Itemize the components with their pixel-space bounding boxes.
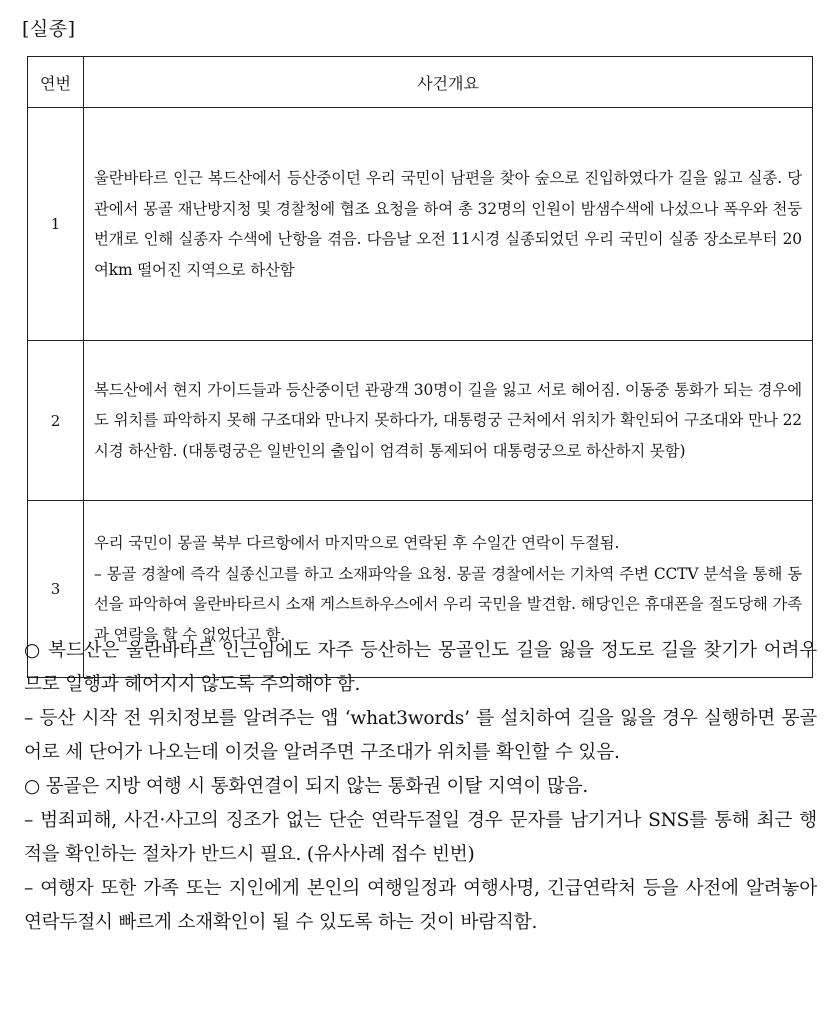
table-row (28, 108, 813, 341)
row-summary (84, 341, 813, 501)
table-header-row (28, 57, 813, 108)
incident-table (27, 56, 813, 678)
row-number: 3 (28, 501, 84, 678)
note-bullet: ○ 복드산은 울란바타르 인근임에도 자주 등산하는 몽골인도 길을 잃을 정도로 길을 찾기가 어려우므로 일행과 헤어지지 않도록 주의해야 함. (24, 640, 817, 695)
note-subitem: – 여행자 또한 가족 또는 지인에게 본인의 여행일정과 여행사명, 긴급연락처 등을 사전에 알려놓아 연락두절시 빠르게 소재확인이 될 수 있도록 하는 것이 바람직함. (24, 878, 817, 933)
row-number: 1 (28, 108, 84, 341)
section-title: [실종] (22, 18, 76, 40)
advisory-notes (24, 634, 817, 940)
summary-text: 우리 국민이 몽골 북부 다르항에서 마지막으로 연락된 후 수일간 연락이 두절됨. (94, 534, 620, 552)
column-header-summary: 사건개요 (84, 57, 813, 108)
table-row (28, 341, 813, 501)
note-bullet: ○ 몽골은 지방 여행 시 통화연결이 되지 않는 통화권 이탈 지역이 많음. (24, 776, 589, 797)
note-subitem: – 범죄피해, 사건·사고의 징조가 없는 단순 연락두절일 경우 문자를 남기거나 SNS를 통해 최근 행적을 확인하는 절차가 반드시 필요. (유사사례 접수 빈번) (24, 810, 817, 865)
row-summary (84, 108, 813, 341)
summary-text: 울란바타르 인근 복드산에서 등산중이던 우리 국민이 남편을 찾아 숲으로 진입하였다가 길을 잃고 실종. 당관에서 몽골 재난방지청 및 경찰청에 협조 요청을 하여 총 32명의 인원이 밤샘수색에 나섰으나 폭우와 천둥번개로 인해 실종자 수색에 난항을 겪음. 다음날 오전 11시경 실종되었던 우리 국민이 실종 장소로부터 20여km 떨어진 지역으로 하산함 (94, 169, 802, 279)
note-subitem: – 등산 시작 전 위치정보를 알려주는 앱 ‘what3words’ 를 설치하여 길을 잃을 경우 실행하면 몽골어로 세 단어가 나오는데 이것을 알려주면 구조대가 위치를 확인할 수 있음. (24, 708, 817, 763)
row-number: 2 (28, 341, 84, 501)
summary-text: 복드산에서 현지 가이드들과 등산중이던 관광객 30명이 길을 잃고 서로 헤어짐. 이동중 통화가 되는 경우에도 위치를 파악하지 못해 구조대와 만나지 못하다가, 대통령궁 근처에서 위치가 확인되어 구조대와 만나 22시경 하산함. (대통령궁은 일반인의 출입이 엄격히 통제되어 대통령궁으로 하산하지 못함) (94, 380, 802, 460)
summary-text-detail: – 몽골 경찰에 즉각 실종신고를 하고 소재파악을 요청. 몽골 경찰에서는 기차역 주변 CCTV 분석을 통해 동선을 파악하여 울란바타르시 소재 게스트하우스에서 우리 국민을 발견함. 해당인은 휴대폰을 절도당해 가족과 연락을 할 수 없었다고 함. (94, 564, 802, 644)
column-header-number: 연번 (28, 57, 84, 108)
